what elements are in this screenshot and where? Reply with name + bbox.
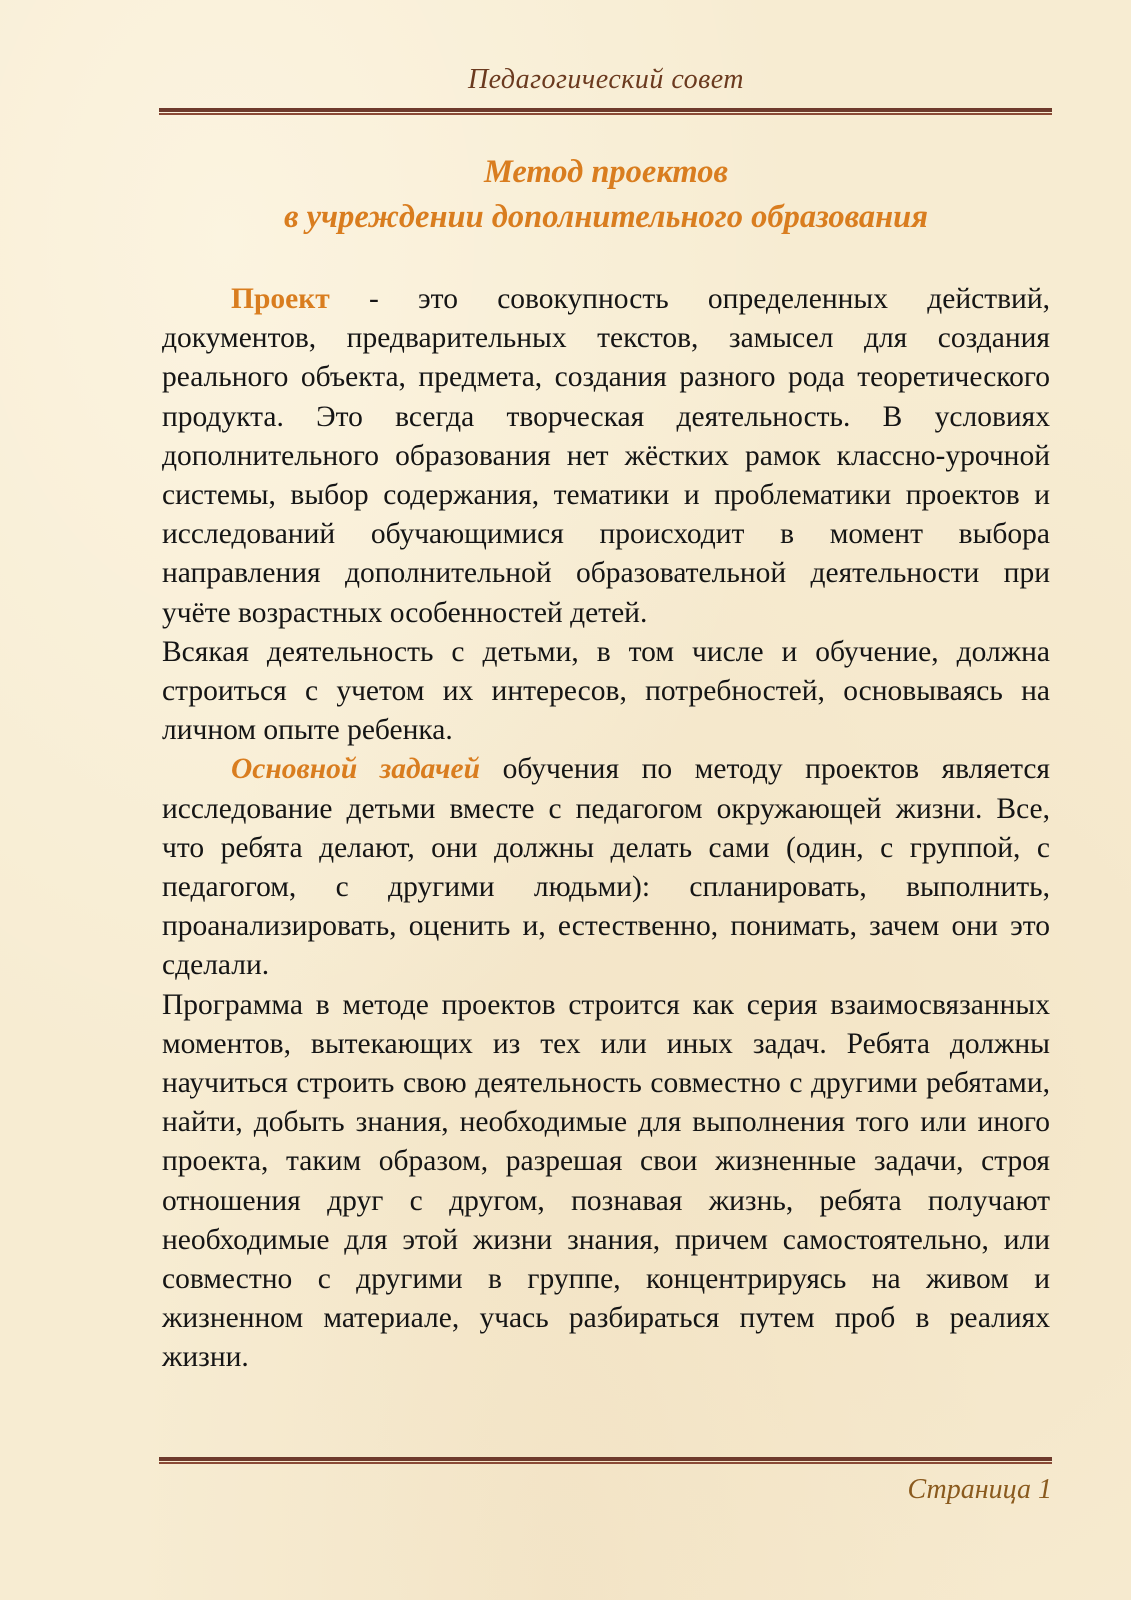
- term-main-task: Основной задачей: [231, 753, 481, 786]
- header-rule-thick: [159, 108, 1052, 112]
- title-line-1: Метод проектов: [483, 154, 729, 190]
- paragraph-activity: [162, 633, 1050, 751]
- document-body: [162, 280, 1050, 1378]
- term-project: Проект: [231, 283, 330, 315]
- paragraph-text: Всякая деятельность с детьми, в том числе и обучение, должна строиться с учетом их интересов, потребностей, основываясь на личном опыте ребенка.: [162, 635, 1050, 747]
- paragraph-text: обучения по методу проектов является исследование детьми вместе с педагогом окружающей жизни. Все, что ребята делают, они должны делать сами (один, с группой, с педагогом, с другими людьми): спланировать, выполнить, проанализировать, оценить и, естественно, понимать, зачем они это сделали.: [162, 753, 1050, 982]
- page-number: Страница 1: [907, 1474, 1052, 1505]
- header-rule-thin: [159, 113, 1052, 115]
- footer-rule-thin: [159, 1462, 1052, 1464]
- paragraph-program: [162, 986, 1050, 1378]
- title-line-2: в учреждении дополнительного образования: [283, 199, 929, 235]
- footer-rule: [159, 1457, 1052, 1464]
- document-title: [160, 150, 1052, 240]
- header-rule: [159, 108, 1052, 115]
- paragraph-text: Программа в методе проектов строится как серия взаимосвязанных моментов, вытекающих из тех или иных задач. Ребята должны научиться строить свою деятельность совместно с другими ребятами, найти, добыть знания, необходимые для выполнения того или иного проекта, таким образом, разрешая свои жизненные задачи, строя отношения друг с другом, познавая жизнь, ребята получают необходимые для этой жизни знания, причем самостоятельно, или совместно с другими в группе, концентрируясь на живом и жизненном материале, учась разбираться путем проб в реалиях жизни.: [162, 988, 1050, 1374]
- paragraph-text: - это совокупность определенных действий, документов, предварительных текстов, замысел для создания реального объекта, предмета, создания разного рода теоретического продукта. Это всегда творческая деятельность. В условиях дополнительного образования нет жёстких рамок классно-урочной системы, выбор содержания, тематики и проблематики проектов и исследований обучающимися происходит в момент выбора направления дополнительной образовательной деятельности при учёте возрастных особенностей детей.: [162, 283, 1050, 629]
- paragraph-main-task: [162, 750, 1050, 985]
- footer-rule-thick: [159, 1457, 1052, 1461]
- running-header: Педагогический совет: [467, 64, 745, 95]
- paragraph-project-definition: [162, 280, 1050, 633]
